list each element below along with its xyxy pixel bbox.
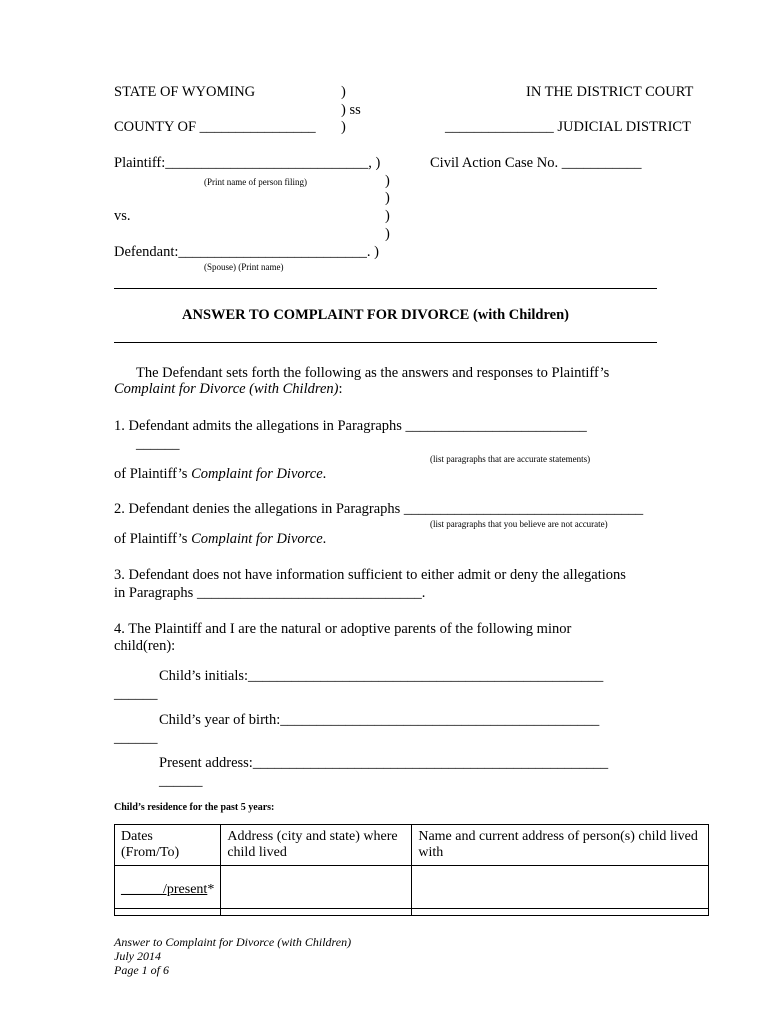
insufficient-info-line: 3. Defendant does not have information sufficient to either admit or deny the allegations xyxy=(114,567,626,583)
caption-paren: ) xyxy=(341,84,346,100)
intro-complaint-title: Complaint for Divorce (with Children) xyxy=(114,381,339,397)
plaintiff-field[interactable]: Plaintiff:____________________________, ) xyxy=(114,155,381,171)
asterisk: * xyxy=(207,882,215,897)
date-cell[interactable] xyxy=(115,909,221,916)
footer-date: July 2014 xyxy=(114,949,161,963)
caption-paren: ) xyxy=(385,173,390,189)
of-plaintiff-text: of Plaintiff’s xyxy=(114,466,192,482)
admits-of-line xyxy=(114,466,326,483)
court-label: IN THE DISTRICT COURT xyxy=(526,84,694,100)
admits-continuation: ______ xyxy=(136,436,180,452)
vs-label: vs. xyxy=(114,208,131,224)
child-birth-year-continuation: ______ xyxy=(114,730,158,746)
denies-of-line xyxy=(114,531,326,548)
address-cell[interactable] xyxy=(221,866,412,909)
intro-colon: : xyxy=(338,381,343,397)
person-cell[interactable] xyxy=(412,866,709,909)
caption-paren: ) xyxy=(385,208,390,224)
parents-statement-cont: child(ren): xyxy=(114,638,176,654)
state-label: STATE OF WYOMING xyxy=(114,84,256,100)
county-field[interactable]: COUNTY OF ________________ xyxy=(114,119,316,135)
plaintiff-hint: (Print name of person filing) xyxy=(204,177,307,187)
residence-heading: Child’s residence for the past 5 years: xyxy=(114,802,275,813)
address-header: Address (city and state) where child lived xyxy=(221,825,412,866)
present-address-continuation: ______ xyxy=(159,773,203,789)
defendant-field[interactable]: Defendant:__________________________. ) xyxy=(114,244,379,260)
caption-paren: ) xyxy=(385,226,390,242)
divider xyxy=(114,342,657,343)
of-plaintiff-text: of Plaintiff’s xyxy=(114,531,192,547)
table-row xyxy=(115,909,709,916)
residence-table xyxy=(114,824,709,916)
footer-page-number: Page 1 of 6 xyxy=(114,963,169,977)
ss-label: ) ss xyxy=(341,102,361,118)
table-row xyxy=(115,866,709,909)
footer-form-title: Answer to Complaint for Divorce (with Children) xyxy=(114,935,352,949)
person-cell[interactable] xyxy=(412,909,709,916)
intro-line: The Defendant sets forth the following as the answers and responses to Plaintiff’s xyxy=(136,365,610,381)
person-header: Name and current address of person(s) child lived with xyxy=(412,825,709,866)
child-birth-year-field[interactable]: Child’s year of birth:____________________________________________ xyxy=(159,712,600,728)
table-header-row xyxy=(115,825,709,866)
child-initials-field[interactable]: Child’s initials:_________________________________________________ xyxy=(159,668,604,684)
page-footer xyxy=(114,935,351,977)
denies-paragraphs-field[interactable]: 2. Defendant denies the allegations in Paragraphs _________________________________ xyxy=(114,501,644,517)
intro-line xyxy=(114,381,343,398)
denies-hint: (list paragraphs that you believe are not accurate) xyxy=(430,519,608,529)
caption-paren: ) xyxy=(341,119,346,135)
dates-header: Dates (From/To) xyxy=(115,825,221,866)
date-cell[interactable] xyxy=(115,866,221,909)
admits-hint: (list paragraphs that are accurate statements) xyxy=(430,454,591,464)
insufficient-paragraphs-field[interactable]: in Paragraphs _______________________________. xyxy=(114,585,426,601)
present-address-field[interactable]: Present address:_________________________________________________ xyxy=(159,755,609,771)
period: . xyxy=(322,531,327,547)
period: . xyxy=(322,466,327,482)
complaint-title: Complaint for Divorce xyxy=(191,531,323,547)
child-initials-continuation: ______ xyxy=(114,686,158,702)
judicial-district-field[interactable]: _______________ JUDICIAL DISTRICT xyxy=(445,119,691,135)
parents-statement: 4. The Plaintiff and I are the natural or adoptive parents of the following minor xyxy=(114,621,572,637)
admits-paragraphs-field[interactable]: 1. Defendant admits the allegations in Paragraphs _________________________ xyxy=(114,418,587,434)
complaint-title: Complaint for Divorce xyxy=(191,466,323,482)
defendant-hint: (Spouse) (Print name) xyxy=(204,262,284,272)
document-title: ANSWER TO COMPLAINT FOR DIVORCE (with Children) xyxy=(182,307,569,323)
address-cell[interactable] xyxy=(221,909,412,916)
caption-paren: ) xyxy=(385,190,390,206)
case-number-field[interactable]: Civil Action Case No. ___________ xyxy=(430,155,642,171)
divider xyxy=(114,288,657,289)
date-present-field[interactable]: ______/present xyxy=(121,882,208,897)
